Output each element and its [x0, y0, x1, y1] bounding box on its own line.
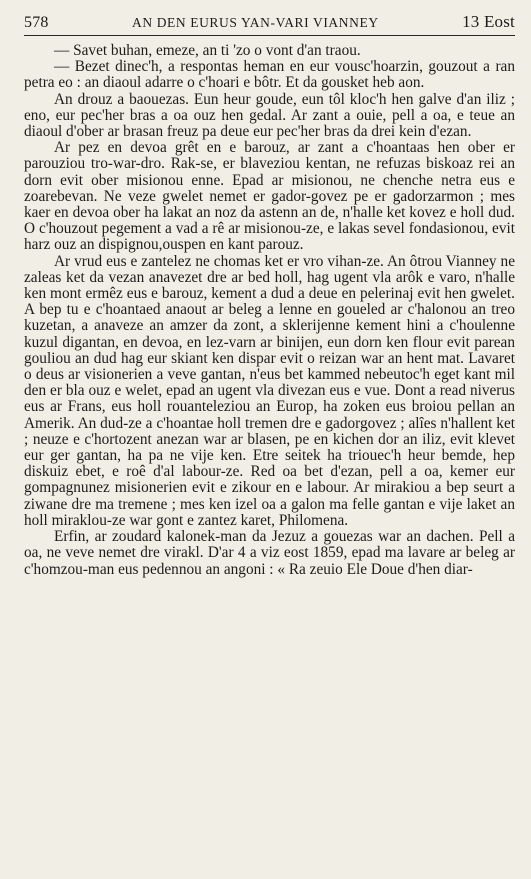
paragraph: Erfin, ar zoudard kalonek-man da Jezuz a gouezas war an dachen. Pell a oa, ne veve nemet dre virakl. D'ar 4 a viz eost 1859, epad ma lavare ar beleg ar c'homzou-man eus pedennou an angoni : « Ra zeuio Ele Doue d'hen diar- [24, 528, 515, 578]
paragraph: — Bezet dinec'h, a respontas heman en eur vousc'hoarzin, gouzout a ran petra eo : an diaoul adarre o c'hoari e bôtr. Et da gousket heb aon. [24, 58, 515, 92]
page-header [24, 12, 515, 32]
page-number: 578 [24, 14, 49, 31]
paragraph: Ar pez en devoa grêt en e barouz, ar zant a c'hoantaas hen ober er parouziou tro-war-dro. Rak-se, er blaveziou kentan, ne refuzas biskoaz rei an dorn evit ober misionou enne. Epad ar misionou, ne chenche netra eus e zoarebevan. Ne veze gwelet nemet er gador-govez pe er gadorzarmon ; mes kaer en devoa ober ha lakat an noz da astenn an de, n'halle ket kovez e holl dud. O c'houzout pegement a vad a rê ar misionou-ze, e lakas sevel fondasionou, evit harz ouz an dispignou,ouspen en kant parouz. [24, 139, 515, 254]
running-title: AN DEN EURUS YAN-VARI VIANNEY [132, 15, 379, 30]
paragraph: — Savet buhan, emeze, an ti 'zo o vont d'an traou. [54, 42, 361, 59]
section-date: 13 Eost [462, 12, 515, 31]
header-rule [24, 35, 515, 36]
paragraph: Ar vrud eus e zantelez ne chomas ket er vro vihan-ze. An ôtrou Vianney ne zaleas ket da vezan anavezet dre ar bed holl, hag ugent vla arôk e varo, n'halle ken mont ermêz eus e barouz, kement a dud a deue en pelerinaj evit hen gwelet. A bep tu e c'hoantaed anaout ar beleg a lenne en goueled ar c'halonou an treo kuzetan, a anaveze an amzer da zont, a sklerijenne kement hini a c'houlenne kuzul digantan, en devoa, en lez-varn ar binijen, eun dorn ken flour evit parean gouliou an dud hag eur skiant ken dispar evit o reizan war an hent mat. Lavaret o deus ar visionerien a veve gantan, n'eus bet kammed nebeutoc'h eget kant mil den er bla ouz e welet, epad an ugent vla divezan eus e vue. Dont a read niverus eus ar Frans, eus holl rouanteleziou an Europ, ha zoken eus broiou pellan an Amerik. An dud-ze a c'hoantae holl tremen dre e gadorgovez ; alîes n'hallent ket ; neuze e c'hortozent anezan war ar blasen, pe en kichen dor an iliz, evit klevet eur ger gantan, ha pa ne vije ken. Etre seitek ha triouec'h heur bemde, hep diskuiz ebet, e roê d'al labour-ze. Red oa bet d'ezan, pell a oa, kemer eur gompagnunez misionerien evit e zikour en e labour. Ar mirakiou a bep seurt a ziwane dre ma tremene ; mes ken izel oa a galon ma felle gantan e vije laket an holl miraklou-ze war gont e zantez karet, Philomena. [24, 252, 515, 529]
paragraph: An drouz a baouezas. Eun heur goude, eun tôl kloc'h hen galve d'an iliz ; eno, eur pec'her bras a oa ouz hen gedal. Ar zant a ouie, pell a oa, e teue an diaoul d'ober ar brasan freuz pa deue eur pec'her bras da drei kein d'ezan. [24, 90, 515, 141]
page-body [24, 43, 515, 578]
